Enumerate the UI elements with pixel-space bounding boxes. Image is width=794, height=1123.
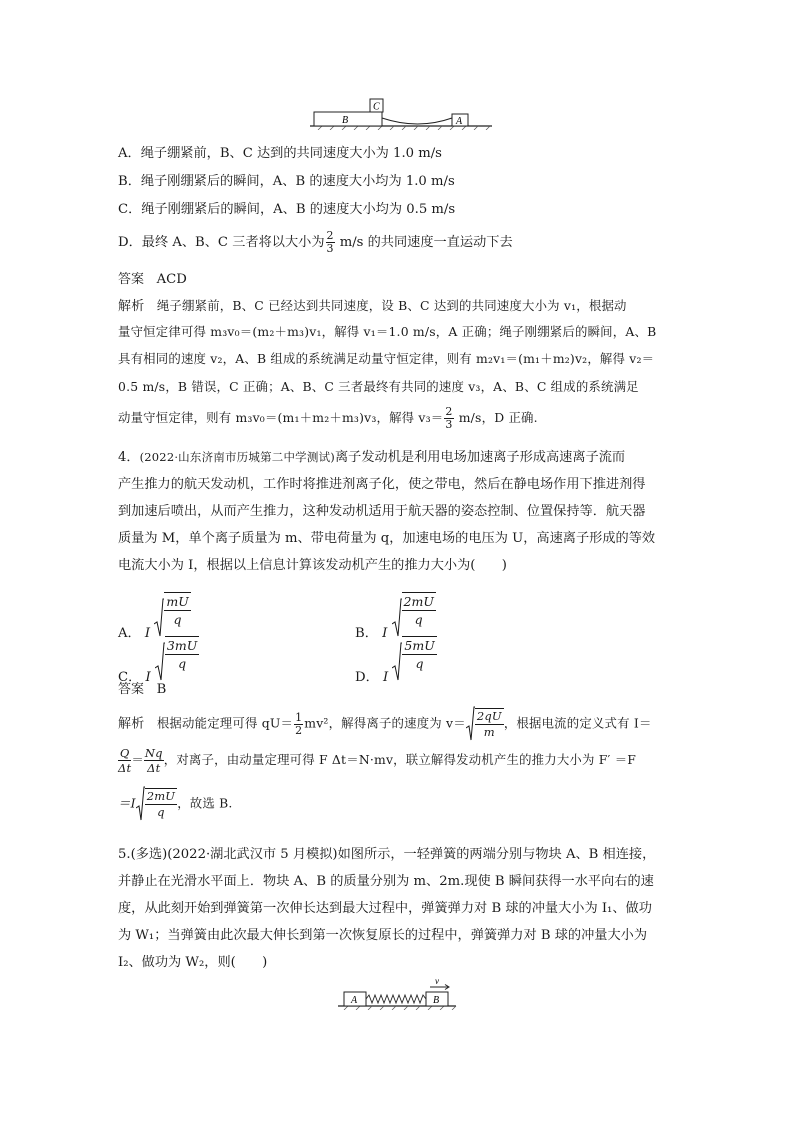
- q4-option-c: [118, 628, 199, 685]
- label-b: B: [433, 995, 440, 1006]
- fraction-denominator: Δt: [118, 761, 132, 775]
- q4-stem-line-4: 质量为 M，单个离子质量为 m、带电荷量为 q，加速电场的电压为 U，高速离子形成的等效: [118, 531, 656, 546]
- answer-value: ACD: [156, 272, 187, 287]
- analysis-text: ，根据电流的定义式有 I＝: [503, 715, 652, 731]
- q4-answer: [118, 678, 166, 697]
- q3-answer: [118, 268, 187, 287]
- fraction-denominator: 3: [326, 242, 334, 255]
- q4-analysis-line-1: [118, 706, 652, 742]
- fraction-denominator: 2: [295, 723, 303, 737]
- fraction-denominator: Δt: [147, 761, 161, 775]
- question-text: 离子发动机是利用电场加速离子形成高速离子流而: [334, 450, 626, 465]
- analysis-text: mv²，解得离子的速度为 v＝: [304, 715, 466, 731]
- analysis-text: ，对离子，由动量定理可得 F Δt＝N·mv，联立解得发动机产生的推力大小为 F′ ＝F: [163, 752, 637, 767]
- q3-analysis-line-2: 量守恒定律可得 m₃v₀＝(m₂＋m₃)v₁，解得 v₁＝1.0 m/s，A 正确；绳子刚绷紧后的瞬间，A、B: [118, 324, 657, 339]
- q4-option-a: [118, 584, 191, 641]
- analysis-text: 动量守恒定律，则有 m₃v₀＝(m₁＋m₂＋m₃)v₃，解得 v₃＝: [118, 410, 444, 425]
- fraction: [326, 230, 335, 255]
- question-number: 4．: [118, 450, 140, 465]
- fraction-numerator: 5mU: [404, 638, 435, 653]
- q5-stem-line-4: 为 W₁；当弹簧由此次最大伸长到第一次恢复原长的过程中，弹簧弹力对 B 球的冲量大小为: [118, 928, 648, 943]
- figure-spring-blocks: [336, 976, 458, 1010]
- analysis-label: 解析: [118, 716, 145, 732]
- fraction-numerator: 2: [445, 405, 453, 418]
- fraction-denominator: q: [173, 612, 182, 627]
- q5-stem-line-2: 并静止在光滑水平面上．物块 A、B 的质量分别为 m、2m.现使 B 瞬间获得一水平向右的速: [118, 874, 654, 889]
- option-label: C．: [118, 670, 142, 685]
- fraction-numerator: 2qU: [476, 709, 502, 723]
- q3-analysis-line-1: [118, 295, 627, 314]
- analysis-label: 解析: [118, 299, 145, 314]
- answer-value: B: [156, 682, 167, 697]
- q4-stem-line-5: 电流大小为 I，根据以上信息计算该发动机产生的推力大小为( ): [118, 558, 507, 573]
- fraction-denominator: q: [178, 656, 187, 671]
- fraction-numerator: 3mU: [166, 638, 198, 653]
- q4-stem-line-3: 到加速后喷出，从而产生推力，这种发动机适用于航天器的姿态控制、位置保持等．航天器: [118, 504, 646, 519]
- q4-option-d: [355, 628, 437, 685]
- option-i: I: [144, 626, 151, 641]
- fraction: [444, 406, 453, 431]
- option-label: D．: [355, 670, 379, 685]
- q3-option-d-text: D．最终 A、B、C 三者将以大小为: [118, 235, 325, 250]
- sqrt-sign: [155, 642, 165, 682]
- sqrt-sign: [392, 642, 402, 682]
- q3-option-a: A．绳子绷紧前，B、C 达到的共同速度大小为 1.0 m/s: [118, 146, 442, 161]
- q3-analysis-line-3: 具有相同的速度 v₂，A、B 组成的系统满足动量守恒定律，则有 m₂v₁＝(m₁＋m₂)v₂，解得 v₂＝: [118, 351, 655, 366]
- label-b: B: [342, 115, 349, 126]
- fraction-numerator: 1: [295, 710, 303, 724]
- option-label: A．: [118, 626, 141, 641]
- fraction: [144, 746, 164, 775]
- fraction-denominator: q: [157, 805, 165, 819]
- analysis-text: ，故选 B.: [177, 795, 233, 811]
- sqrt-fraction: [475, 708, 504, 740]
- q5-stem-line-5: I₂、做功为 W₂，则( ): [118, 955, 268, 970]
- q4-option-b: [355, 584, 436, 641]
- q3-analysis-line-4: 0.5 m/s，B 错误，C 正确；A、B、C 三者最终有共同的速度 v₃，A、B、C 组成的系统满足: [118, 379, 639, 394]
- q4-analysis-line-2: [118, 746, 636, 775]
- fraction-denominator: q: [414, 612, 423, 627]
- figure-blocks-bca: [308, 96, 494, 130]
- fraction: [294, 712, 303, 737]
- answer-label: 答案: [118, 682, 145, 697]
- fraction-denominator: 3: [445, 418, 453, 431]
- option-label: B．: [355, 626, 378, 641]
- q3-option-c: C．绳子刚绷紧后的瞬间，A、B 的速度大小均为 0.5 m/s: [118, 202, 456, 217]
- fraction-numerator: 2mU: [146, 789, 176, 803]
- label-v: v: [435, 976, 439, 986]
- q3-analysis-line-5: [118, 406, 538, 431]
- fraction: [118, 746, 131, 775]
- sqrt-fraction: [164, 592, 190, 628]
- q3-option-b: B．绳子刚绷紧后的瞬间，A、B 的速度大小均为 1.0 m/s: [118, 174, 455, 189]
- question-source: (2022·山东济南市历城第二中学测试): [139, 450, 335, 464]
- sqrt-fraction: [145, 788, 178, 820]
- fraction-numerator: mU: [166, 594, 189, 609]
- sqrt-sign: [136, 786, 145, 822]
- fraction-numerator: 2: [326, 229, 334, 242]
- q3-option-d: [118, 230, 513, 255]
- q3-option-d-text-end: m/s 的共同速度一直运动下去: [335, 235, 513, 250]
- option-i: I: [382, 626, 388, 641]
- label-a: A: [456, 116, 463, 127]
- fraction-numerator: Q: [119, 746, 130, 760]
- sqrt-fraction: [402, 592, 436, 628]
- option-i: I: [145, 670, 151, 685]
- q5-stem-line-3: 度，从此刻开始到弹簧第一次伸长达到最大过程中，弹簧弹力对 B 球的冲量大小为 I₁、做功: [118, 901, 652, 916]
- sqrt-sign: [466, 706, 475, 742]
- label-c: C: [373, 101, 380, 113]
- q4-analysis-line-3: [118, 786, 233, 822]
- analysis-text: 根据动能定理可得 qU＝: [156, 715, 294, 731]
- fraction-numerator: 2mU: [403, 594, 434, 609]
- answer-label: 答案: [118, 272, 145, 287]
- fraction-denominator: q: [415, 656, 424, 671]
- analysis-text: 绳子绷紧前，B、C 已经达到共同速度，设 B、C 达到的共同速度大小为 v₁，根据动: [156, 298, 627, 313]
- q4-stem-line-2: 产生推力的航天发动机，工作时将推进剂离子化，使之带电，然后在静电场作用下推进剂得: [118, 477, 646, 492]
- q5-stem-line-1: 5.(多选)(2022·湖北武汉市 5 月模拟)如图所示，一轻弹簧的两端分别与物块 A、B 相连接，: [118, 847, 656, 862]
- sqrt-fraction: [165, 636, 199, 672]
- fraction-denominator: m: [483, 725, 495, 739]
- fraction-numerator: Nq: [144, 746, 163, 760]
- q4-stem-line-1: [118, 446, 625, 465]
- analysis-text: ＝I: [118, 795, 136, 811]
- analysis-text: ＝: [131, 752, 144, 767]
- option-i: I: [382, 670, 389, 685]
- analysis-text: m/s，D 正确.: [454, 410, 538, 425]
- sqrt-fraction: [402, 636, 436, 672]
- label-a: A: [351, 995, 358, 1006]
